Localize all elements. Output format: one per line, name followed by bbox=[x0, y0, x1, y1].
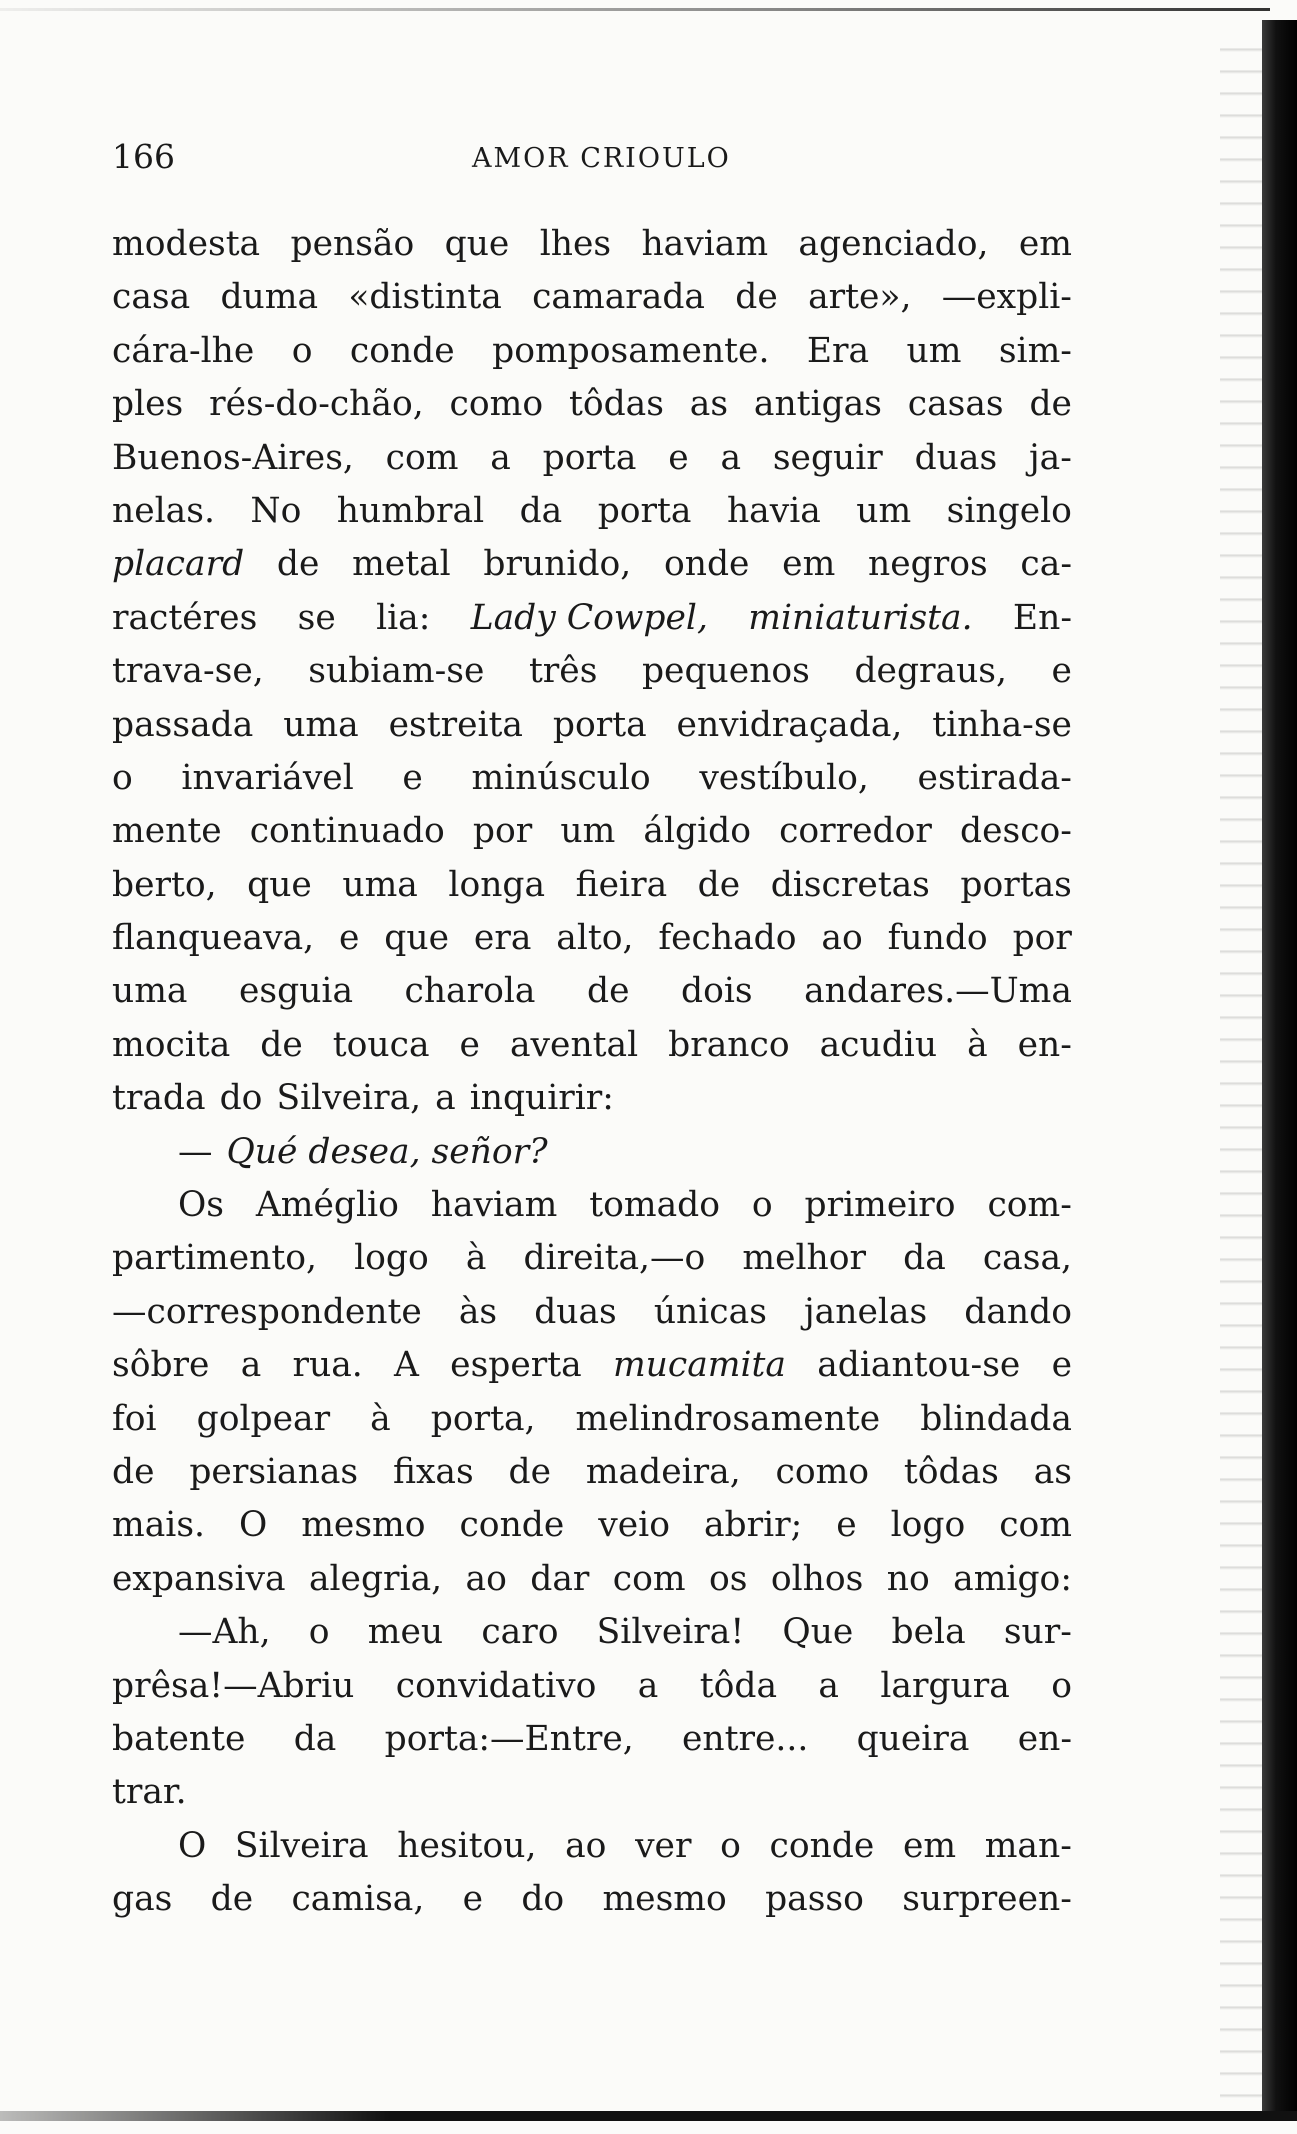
text-word: mente bbox=[112, 811, 222, 852]
text-word: arte», bbox=[808, 277, 912, 318]
text-word: longa bbox=[448, 864, 546, 905]
text-line bbox=[112, 645, 1072, 698]
text-word: en- bbox=[1017, 1718, 1072, 1759]
text-line bbox=[112, 1820, 1072, 1873]
text-word: os bbox=[708, 1558, 748, 1599]
text-word: partimento, bbox=[112, 1238, 317, 1279]
text-word: as bbox=[689, 384, 729, 425]
text-word: rés-do-chão, bbox=[209, 384, 424, 425]
text-word: dar bbox=[530, 1558, 590, 1599]
text-word: corredor bbox=[779, 811, 932, 852]
text-word: A bbox=[394, 1345, 419, 1386]
text-word: da bbox=[519, 490, 563, 531]
text-word: com bbox=[612, 1558, 686, 1599]
text-line bbox=[112, 1499, 1072, 1552]
text-word: conde bbox=[349, 330, 455, 371]
text-word: olhos bbox=[770, 1558, 864, 1599]
text-word: O bbox=[238, 1505, 268, 1546]
text-word: golpear bbox=[196, 1398, 331, 1439]
text-word: andares.—Uma bbox=[804, 971, 1072, 1012]
text-word: o bbox=[291, 330, 313, 371]
text-word: porta bbox=[597, 490, 692, 531]
text-word: um bbox=[906, 330, 962, 371]
text-word: do bbox=[219, 1078, 263, 1119]
text-word: logo bbox=[354, 1238, 429, 1279]
text-word: a bbox=[720, 437, 742, 478]
text-line bbox=[112, 271, 1072, 324]
scan-right-edge bbox=[1262, 20, 1297, 2120]
text-word: Silveira! bbox=[596, 1612, 745, 1653]
text-word: camisa, bbox=[291, 1879, 425, 1920]
text-word: fixas bbox=[392, 1451, 474, 1492]
text-line bbox=[112, 1873, 1072, 1926]
text-word: meu bbox=[367, 1612, 444, 1653]
text-line bbox=[112, 538, 1072, 591]
text-word: bela bbox=[891, 1612, 966, 1653]
page-header bbox=[112, 135, 1072, 179]
text-word: queira bbox=[856, 1718, 970, 1759]
text-word: alto, bbox=[556, 918, 634, 959]
text-word: de bbox=[735, 277, 778, 318]
text-word: batente bbox=[112, 1718, 246, 1759]
text-word: como bbox=[449, 384, 544, 425]
text-word: branco bbox=[668, 1024, 790, 1065]
text-word: Améglio bbox=[255, 1185, 399, 1226]
text-word: amigo: bbox=[953, 1558, 1072, 1599]
text-word: mocita bbox=[112, 1024, 231, 1065]
text-word: estreita bbox=[388, 704, 523, 745]
text-word: onde bbox=[663, 544, 750, 585]
text-word: melhor bbox=[742, 1238, 867, 1279]
text-line bbox=[112, 1019, 1072, 1072]
text-word: de bbox=[1029, 384, 1072, 425]
text-word: —correspondente bbox=[112, 1291, 422, 1332]
text-line bbox=[112, 859, 1072, 912]
text-word: conde bbox=[769, 1825, 875, 1866]
text-word: três bbox=[528, 651, 598, 692]
text-word: fechado bbox=[658, 918, 797, 959]
text-word: conde bbox=[459, 1505, 565, 1546]
text-line bbox=[112, 1766, 1072, 1819]
text-word: Silveira bbox=[234, 1825, 369, 1866]
text-word: «distinta bbox=[348, 277, 502, 318]
text-word: com- bbox=[987, 1185, 1072, 1226]
text-line bbox=[112, 378, 1072, 431]
text-word: gas bbox=[112, 1879, 173, 1920]
text-word: pequenos bbox=[641, 651, 810, 692]
text-word: vestíbulo, bbox=[699, 757, 869, 798]
text-word: da bbox=[903, 1238, 946, 1279]
text-word: ao bbox=[465, 1558, 507, 1599]
text-word: adiantou-se bbox=[817, 1345, 1021, 1386]
text-word: sôbre bbox=[112, 1345, 210, 1386]
text-word: Era bbox=[806, 330, 870, 371]
text-word: Os bbox=[178, 1185, 224, 1226]
text-line bbox=[112, 805, 1072, 858]
text-line bbox=[112, 432, 1072, 485]
text-word: janelas bbox=[803, 1291, 928, 1332]
text-word: únicas bbox=[653, 1291, 767, 1332]
text-word: fieira bbox=[575, 864, 668, 905]
text-word: à bbox=[370, 1398, 391, 1439]
text-line bbox=[112, 218, 1072, 271]
text-word: porta:—Entre, bbox=[384, 1718, 634, 1759]
text-word: por bbox=[1012, 918, 1072, 959]
text-word: en- bbox=[1017, 1024, 1072, 1065]
text-word: a bbox=[818, 1665, 839, 1706]
text-word: mesmo bbox=[602, 1879, 727, 1920]
text-word: largura bbox=[880, 1665, 1010, 1706]
text-word: portas bbox=[960, 864, 1072, 905]
text-word: metal bbox=[352, 544, 451, 585]
text-line bbox=[112, 1072, 1072, 1125]
text-word: como bbox=[775, 1451, 870, 1492]
text-word: casa bbox=[112, 277, 191, 318]
text-word: envidraçada, bbox=[676, 704, 903, 745]
text-word: as bbox=[1033, 1451, 1072, 1492]
text-word: um bbox=[856, 490, 912, 531]
text-word: Lady Cowpel, bbox=[470, 597, 708, 638]
text-word: e bbox=[1051, 651, 1072, 692]
text-word: esguia bbox=[239, 971, 354, 1012]
text-word: En- bbox=[1012, 597, 1072, 638]
text-word: passo bbox=[765, 1879, 864, 1920]
text-word: uma bbox=[283, 704, 359, 745]
text-word: o bbox=[1051, 1665, 1072, 1706]
text-word: com bbox=[385, 437, 459, 478]
text-word: de bbox=[586, 971, 630, 1012]
text-word: ver bbox=[635, 1825, 692, 1866]
text-line bbox=[112, 1553, 1072, 1606]
text-word: casa, bbox=[982, 1238, 1072, 1279]
text-word: ples bbox=[112, 384, 184, 425]
text-word: a bbox=[490, 437, 511, 478]
text-word: uma bbox=[112, 971, 188, 1012]
text-word: minúsculo bbox=[471, 757, 651, 798]
text-word: agenciado, bbox=[798, 224, 989, 264]
text-word: dois bbox=[680, 971, 753, 1012]
text-word: fundo bbox=[887, 918, 988, 959]
text-word: trava-se, bbox=[112, 651, 264, 692]
text-word: à bbox=[967, 1024, 988, 1065]
text-word: e bbox=[402, 757, 423, 798]
text-word: duas bbox=[534, 1291, 617, 1332]
text-word: ao bbox=[821, 918, 863, 959]
text-line bbox=[112, 1339, 1072, 1392]
text-word: trar. bbox=[112, 1772, 187, 1813]
text-word: berto, bbox=[112, 864, 217, 905]
text-word: flanqueava, bbox=[112, 918, 315, 959]
text-word: miniaturista. bbox=[748, 597, 973, 638]
text-line bbox=[112, 1126, 1072, 1179]
text-word: à bbox=[465, 1238, 487, 1279]
text-word: a bbox=[240, 1345, 262, 1386]
text-word: de bbox=[697, 864, 741, 905]
body-text bbox=[112, 218, 1072, 1927]
text-word: modesta bbox=[112, 224, 261, 264]
text-word: cára-lhe bbox=[112, 330, 255, 371]
text-word: do bbox=[521, 1879, 565, 1920]
text-word: acudiu bbox=[819, 1024, 938, 1065]
text-line bbox=[112, 592, 1072, 645]
text-line bbox=[112, 485, 1072, 538]
text-word: caro bbox=[481, 1612, 559, 1653]
text-word: mesmo bbox=[301, 1505, 426, 1546]
text-word: touca bbox=[332, 1024, 430, 1065]
text-word: trada bbox=[112, 1078, 206, 1119]
text-word: singelo bbox=[946, 490, 1072, 531]
text-word: por bbox=[472, 811, 533, 852]
text-word: mais. bbox=[112, 1505, 205, 1546]
text-word: inquirir: bbox=[469, 1078, 614, 1119]
text-word: sur- bbox=[1003, 1612, 1072, 1653]
text-line bbox=[112, 1446, 1072, 1499]
text-word: era bbox=[473, 918, 532, 959]
scan-bottom-edge bbox=[0, 2111, 1297, 2121]
text-word: e bbox=[836, 1505, 857, 1546]
scan-top-edge bbox=[0, 8, 1270, 11]
text-word: esperta bbox=[450, 1345, 582, 1386]
text-word: avental bbox=[509, 1024, 639, 1065]
text-word: em bbox=[902, 1825, 957, 1866]
text-word: alegria, bbox=[308, 1558, 443, 1599]
text-word: expansiva bbox=[112, 1558, 286, 1599]
text-word: primeiro bbox=[804, 1185, 956, 1226]
text-line bbox=[112, 752, 1072, 805]
text-word: e bbox=[459, 1024, 480, 1065]
text-word: negros bbox=[868, 544, 988, 585]
text-word: a bbox=[435, 1078, 456, 1119]
text-word: abrir; bbox=[703, 1505, 803, 1546]
text-word: haviam bbox=[641, 224, 769, 264]
text-word: direita,—o bbox=[523, 1238, 706, 1279]
text-word: humbral bbox=[336, 490, 485, 531]
text-line bbox=[112, 1232, 1072, 1285]
text-word: que bbox=[247, 864, 312, 905]
text-word: man- bbox=[984, 1825, 1072, 1866]
text-word: nelas. bbox=[112, 490, 215, 531]
text-line bbox=[112, 325, 1072, 378]
text-word: estirada- bbox=[917, 757, 1072, 798]
text-word: madeira, bbox=[585, 1451, 741, 1492]
text-word: ractéres bbox=[112, 597, 258, 638]
text-word: mucamita bbox=[612, 1345, 786, 1386]
text-word: sim- bbox=[998, 330, 1072, 371]
text-word: seguir bbox=[772, 437, 883, 478]
text-line bbox=[112, 1286, 1072, 1339]
text-word: brunido, bbox=[483, 544, 632, 585]
text-word: porta bbox=[542, 437, 637, 478]
text-word: álgido bbox=[643, 811, 751, 852]
text-word: pomposamente. bbox=[492, 330, 770, 371]
text-word: tôdas bbox=[903, 1451, 999, 1492]
text-word: degraus, bbox=[854, 651, 1007, 692]
text-word: tomado bbox=[589, 1185, 720, 1226]
text-word: O bbox=[178, 1825, 207, 1866]
text-word: No bbox=[250, 490, 302, 531]
text-word: persianas bbox=[189, 1451, 359, 1492]
scan-binding-shadow bbox=[1220, 30, 1262, 2110]
text-word: hesitou, bbox=[397, 1825, 537, 1866]
text-word: duas bbox=[914, 437, 998, 478]
text-word: ao bbox=[565, 1825, 607, 1866]
text-word: Que bbox=[782, 1612, 854, 1653]
text-line bbox=[112, 1660, 1072, 1713]
text-word: —expli- bbox=[941, 277, 1072, 318]
text-word: lia: bbox=[376, 597, 431, 638]
text-word: camarada bbox=[532, 277, 705, 318]
text-line bbox=[112, 1713, 1072, 1766]
text-word: lhes bbox=[539, 224, 612, 264]
text-word: logo bbox=[890, 1505, 966, 1546]
text-word: —Ah, bbox=[178, 1612, 271, 1653]
text-word: se bbox=[297, 597, 336, 638]
text-word: em bbox=[1018, 224, 1072, 264]
text-word: a bbox=[637, 1665, 659, 1706]
text-word: placard bbox=[112, 544, 245, 585]
text-word: no bbox=[886, 1558, 930, 1599]
text-word: de bbox=[276, 544, 320, 585]
text-word: continuado bbox=[249, 811, 445, 852]
text-word: charola bbox=[404, 971, 536, 1012]
text-word: prêsa!—Abriu bbox=[112, 1665, 355, 1706]
text-word: blindada bbox=[920, 1398, 1072, 1439]
text-word: passada bbox=[112, 704, 254, 745]
text-word: o bbox=[308, 1612, 330, 1653]
text-word: subiam-se bbox=[308, 651, 485, 692]
text-word: desco- bbox=[960, 811, 1072, 852]
text-word: dando bbox=[964, 1291, 1072, 1332]
text-word: havia bbox=[726, 490, 821, 531]
text-word: e bbox=[339, 918, 360, 959]
text-word: pensão bbox=[290, 224, 415, 264]
text-word: Silveira, bbox=[276, 1078, 422, 1119]
text-word: ca- bbox=[1020, 544, 1072, 585]
text-word: o bbox=[112, 757, 133, 798]
text-word: duma bbox=[220, 277, 319, 318]
text-word: com bbox=[999, 1505, 1072, 1546]
text-word: que bbox=[384, 918, 450, 959]
text-word: convidativo bbox=[395, 1665, 597, 1706]
text-word: veio bbox=[598, 1505, 670, 1546]
text-line bbox=[112, 1179, 1072, 1232]
text-word: às bbox=[458, 1291, 498, 1332]
text-word: invariável bbox=[181, 757, 354, 798]
text-word: Qué desea, señor? bbox=[226, 1131, 548, 1172]
text-line bbox=[112, 1606, 1072, 1659]
text-word: surpreen- bbox=[902, 1879, 1072, 1920]
text-word: que bbox=[444, 224, 510, 264]
text-word: foi bbox=[112, 1398, 157, 1439]
text-word: em bbox=[782, 544, 836, 585]
text-word: ja- bbox=[1028, 437, 1072, 478]
text-word: de bbox=[210, 1879, 254, 1920]
text-word: casas bbox=[907, 384, 1004, 425]
text-word: de bbox=[508, 1451, 552, 1492]
text-line bbox=[112, 965, 1072, 1018]
text-word: o bbox=[751, 1185, 773, 1226]
text-word: discretas bbox=[770, 864, 930, 905]
text-line bbox=[112, 1393, 1072, 1446]
text-word: tôda bbox=[699, 1665, 778, 1706]
page-number: 166 bbox=[112, 137, 175, 176]
text-word: tôdas bbox=[568, 384, 664, 425]
text-word: de bbox=[260, 1024, 303, 1065]
text-word: rua. bbox=[292, 1345, 363, 1386]
text-word: entre... bbox=[681, 1718, 809, 1759]
text-line bbox=[112, 699, 1072, 752]
text-word: uma bbox=[342, 864, 418, 905]
text-word: haviam bbox=[430, 1185, 558, 1226]
text-word: da bbox=[293, 1718, 337, 1759]
text-word: e bbox=[668, 437, 689, 478]
text-line bbox=[112, 912, 1072, 965]
text-word: o bbox=[720, 1825, 741, 1866]
text-word: e bbox=[1051, 1345, 1072, 1386]
text-word: um bbox=[560, 811, 616, 852]
running-head: AMOR CRIOULO bbox=[472, 143, 731, 174]
text-word: Buenos-Aires, bbox=[112, 437, 354, 478]
text-word: de bbox=[112, 1451, 155, 1492]
text-word: porta bbox=[552, 704, 647, 745]
text-word: antigas bbox=[753, 384, 882, 425]
text-word: porta, bbox=[430, 1398, 536, 1439]
text-word: — bbox=[178, 1131, 213, 1172]
text-word: melindrosamente bbox=[575, 1398, 881, 1439]
text-word: tinha-se bbox=[932, 704, 1072, 745]
text-word: e bbox=[462, 1879, 484, 1920]
